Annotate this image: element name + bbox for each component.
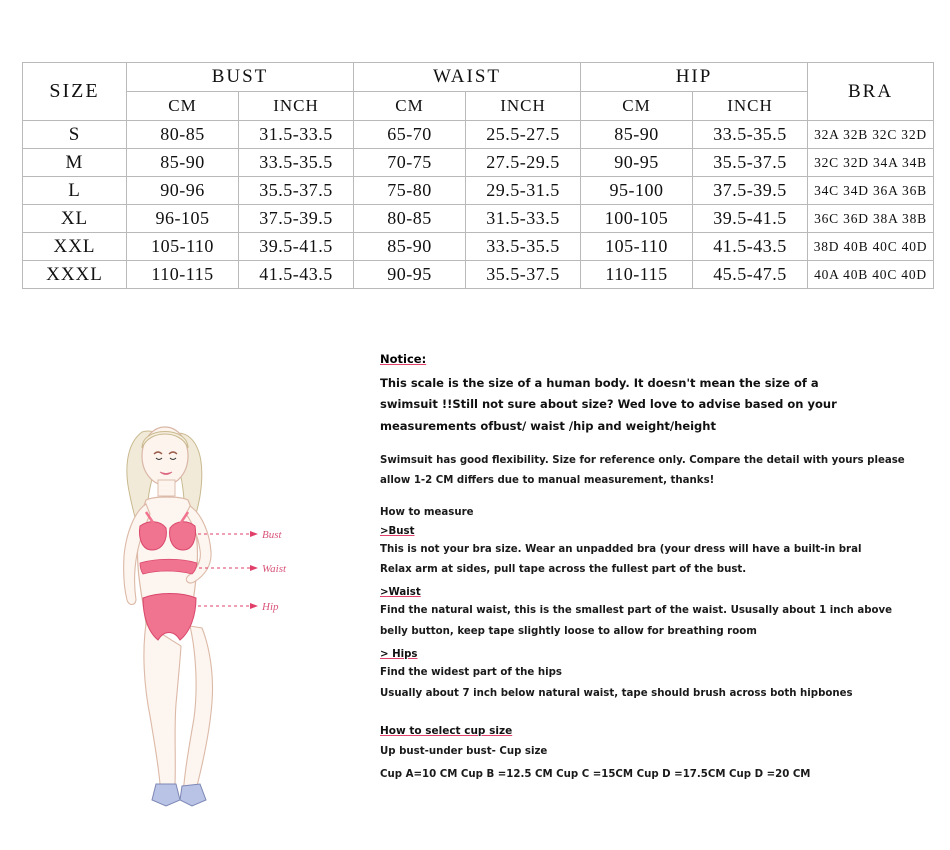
header-bust: BUST bbox=[127, 63, 354, 92]
cell-hip-cm: 105-110 bbox=[581, 233, 693, 261]
cell-waist-cm: 75-80 bbox=[354, 177, 466, 205]
cup-size-heading: How to select cup size bbox=[380, 724, 513, 737]
header-bra: BRA bbox=[808, 63, 934, 121]
table-row bbox=[23, 121, 934, 149]
cell-hip-cm: 100-105 bbox=[581, 205, 693, 233]
cell-waist-inch: 35.5-37.5 bbox=[466, 261, 581, 289]
cell-bra: 38D 40B 40C 40D bbox=[808, 233, 934, 261]
header-waist-cm: CM bbox=[354, 92, 466, 121]
cell-hip-cm: 85-90 bbox=[581, 121, 693, 149]
table-row bbox=[23, 261, 934, 289]
cell-hip-inch: 41.5-43.5 bbox=[693, 233, 808, 261]
cell-bust-inch: 31.5-33.5 bbox=[239, 121, 354, 149]
cell-bust-inch: 37.5-39.5 bbox=[239, 205, 354, 233]
cell-bust-inch: 35.5-37.5 bbox=[239, 177, 354, 205]
cell-waist-inch: 33.5-35.5 bbox=[466, 233, 581, 261]
section-waist-heading: >Waist bbox=[380, 587, 421, 599]
section-waist bbox=[380, 579, 928, 641]
cell-bust-cm: 110-115 bbox=[127, 261, 239, 289]
cell-bra: 40A 40B 40C 40D bbox=[808, 261, 934, 289]
size-table bbox=[22, 62, 934, 289]
section-bust bbox=[380, 518, 928, 580]
cell-bust-cm: 90-96 bbox=[127, 177, 239, 205]
notice-strong-lines bbox=[380, 373, 928, 437]
header-waist-inch: INCH bbox=[466, 92, 581, 121]
cell-waist-cm: 90-95 bbox=[354, 261, 466, 289]
cell-waist-inch: 25.5-27.5 bbox=[466, 121, 581, 149]
cell-hip-inch: 37.5-39.5 bbox=[693, 177, 808, 205]
table-row bbox=[23, 233, 934, 261]
cell-size: XXXL bbox=[23, 261, 127, 289]
notice-strong-line: swimsuit !!Still not sure about size? Wed love to advise based on your bbox=[380, 397, 837, 412]
flexibility-line: Swimsuit has good flexibility. Size for reference only. Compare the detail with yours please bbox=[380, 454, 905, 466]
section-hips-line: Find the widest part of the hips bbox=[380, 666, 562, 678]
cell-bra: 34C 34D 36A 36B bbox=[808, 177, 934, 205]
notice-title: Notice: bbox=[380, 352, 427, 366]
header-hip: HIP bbox=[581, 63, 808, 92]
callout-waist: Waist bbox=[262, 563, 287, 575]
table-row bbox=[23, 177, 934, 205]
cell-hip-cm: 90-95 bbox=[581, 149, 693, 177]
cell-bust-cm: 80-85 bbox=[127, 121, 239, 149]
cell-waist-inch: 27.5-29.5 bbox=[466, 149, 581, 177]
header-hip-cm: CM bbox=[581, 92, 693, 121]
cell-hip-cm: 110-115 bbox=[581, 261, 693, 289]
header-hip-inch: INCH bbox=[693, 92, 808, 121]
size-chart-table bbox=[22, 62, 928, 289]
cell-waist-cm: 65-70 bbox=[354, 121, 466, 149]
cell-bra: 32A 32B 32C 32D bbox=[808, 121, 934, 149]
header-bust-cm: CM bbox=[127, 92, 239, 121]
how-to-measure-heading: How to measure bbox=[380, 506, 474, 518]
cell-waist-inch: 29.5-31.5 bbox=[466, 177, 581, 205]
cell-bust-inch: 41.5-43.5 bbox=[239, 261, 354, 289]
cell-size: M bbox=[23, 149, 127, 177]
cell-bust-inch: 39.5-41.5 bbox=[239, 233, 354, 261]
notice-strong-line: This scale is the size of a human body. It doesn't mean the size of a bbox=[380, 376, 819, 390]
notice-block bbox=[380, 352, 928, 784]
flexibility-paragraph bbox=[380, 451, 928, 491]
table-header-row-units bbox=[23, 92, 934, 121]
cell-waist-inch: 31.5-33.5 bbox=[466, 205, 581, 233]
section-bust-line: Relax arm at sides, pull tape across the fullest part of the bust. bbox=[380, 564, 747, 576]
cell-hip-cm: 95-100 bbox=[581, 177, 693, 205]
cup-size-line: Cup A=10 CM Cup B =12.5 CM Cup C =15CM Cup D =17.5CM Cup D =20 CM bbox=[380, 769, 811, 781]
cell-bust-inch: 33.5-35.5 bbox=[239, 149, 354, 177]
section-waist-line: belly button, keep tape slightly loose to allow for breathing room bbox=[380, 626, 757, 638]
section-hips-line: Usually about 7 inch below natural waist, tape should brush across both hipbones bbox=[380, 687, 853, 699]
notice-strong-line: measurements ofbust/ waist /hip and weight/height bbox=[380, 418, 716, 433]
cell-size: S bbox=[23, 121, 127, 149]
cell-bust-cm: 96-105 bbox=[127, 205, 239, 233]
cell-bra: 36C 36D 38A 38B bbox=[808, 205, 934, 233]
flexibility-line: allow 1-2 CM differs due to manual measurement, thanks! bbox=[380, 474, 715, 486]
cell-size: XXL bbox=[23, 233, 127, 261]
cup-size-section bbox=[380, 703, 928, 785]
header-size: SIZE bbox=[23, 63, 127, 121]
section-hips-heading: > Hips bbox=[380, 648, 418, 660]
table-row bbox=[23, 205, 934, 233]
section-hips bbox=[380, 641, 928, 703]
header-waist: WAIST bbox=[354, 63, 581, 92]
table-header-row-groups bbox=[23, 63, 934, 92]
cell-waist-cm: 70-75 bbox=[354, 149, 466, 177]
cup-size-line: Up bust-under bust- Cup size bbox=[380, 745, 548, 757]
female-body-illustration bbox=[80, 400, 370, 820]
cell-hip-inch: 45.5-47.5 bbox=[693, 261, 808, 289]
header-bust-inch: INCH bbox=[239, 92, 354, 121]
cell-waist-cm: 85-90 bbox=[354, 233, 466, 261]
cell-size: XL bbox=[23, 205, 127, 233]
callout-hip: Hip bbox=[262, 601, 279, 613]
section-waist-line: Find the natural waist, this is the smallest part of the waist. Ususally about 1 inch above bbox=[380, 605, 893, 617]
cell-size: L bbox=[23, 177, 127, 205]
cell-bust-cm: 105-110 bbox=[127, 233, 239, 261]
cell-hip-inch: 33.5-35.5 bbox=[693, 121, 808, 149]
section-bust-line: This is not your bra size. Wear an unpadded bra (your dress will have a built-in bral bbox=[380, 543, 862, 555]
section-bust-heading: >Bust bbox=[380, 525, 415, 537]
cell-bra: 32C 32D 34A 34B bbox=[808, 149, 934, 177]
callout-bust: Bust bbox=[262, 529, 282, 541]
cell-hip-inch: 39.5-41.5 bbox=[693, 205, 808, 233]
cell-hip-inch: 35.5-37.5 bbox=[693, 149, 808, 177]
table-row bbox=[23, 149, 934, 177]
measurement-figure bbox=[80, 400, 370, 820]
cell-waist-cm: 80-85 bbox=[354, 205, 466, 233]
cell-bust-cm: 85-90 bbox=[127, 149, 239, 177]
